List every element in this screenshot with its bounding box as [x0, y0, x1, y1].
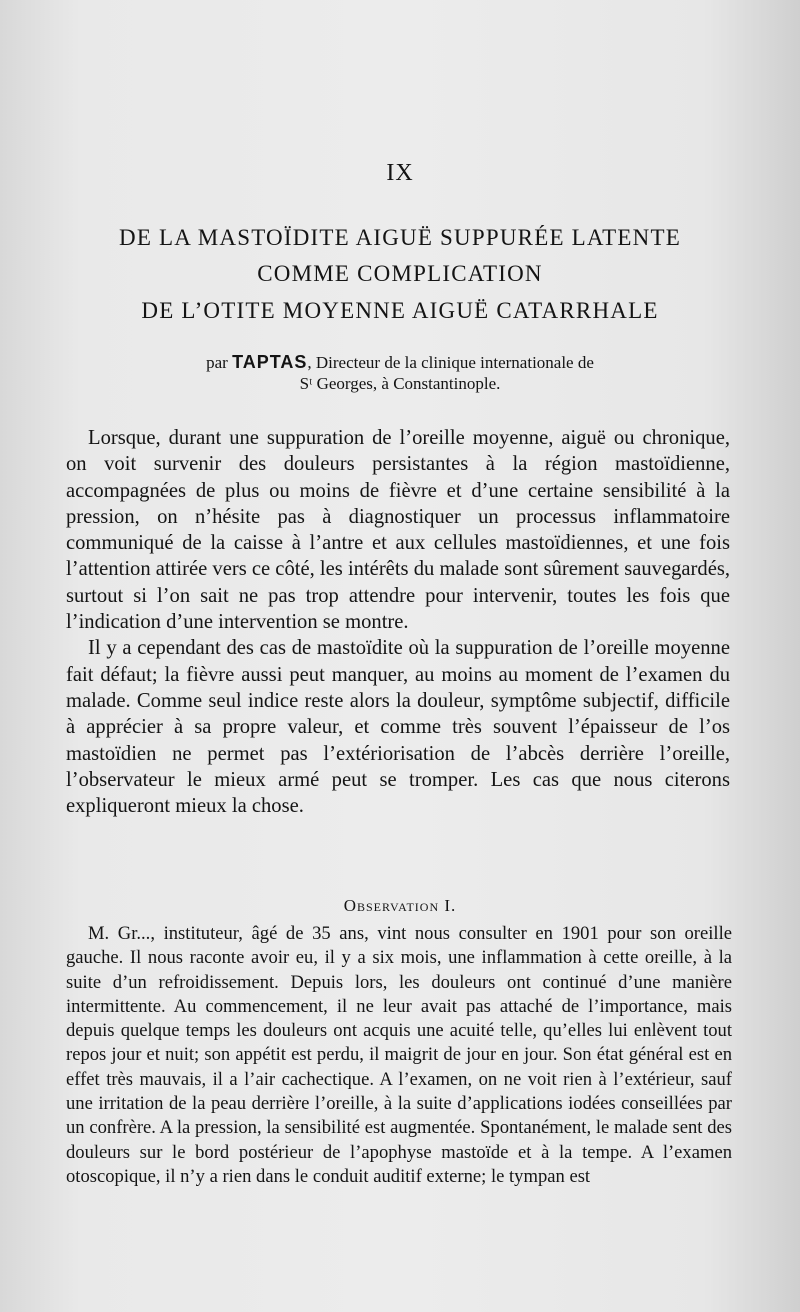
observation-text-block [66, 922, 732, 1189]
title-line-2: COMME COMPLICATION [257, 261, 543, 286]
chapter-number: IX [386, 160, 414, 186]
observation-paragraph: M. Gr..., instituteur, âgé de 35 ans, vint nous consulter en 1901 pour son oreille gauche. Il nous raconte avoir eu, il y a six mois, une inflammation à cette oreille, à la suite d’un refroidissement. Depuis lors, les douleurs ont continué d’une manière intermittente. Au commencement, il ne leur avait pas attaché de l’importance, mais depuis quelque temps les douleurs ont acquis une acuité telle, qu’elles lui enlèvent tout repos jour et nuit; son appétit est perdu, il maigrit de jour en jour. Son état général est en effet très mauvais, il a l’air cachectique. A l’examen, on ne voit rien à l’extérieur, sauf une irritation de la peau derrière l’oreille, à la suite d’applications iodées conseillées par un confrère. A la pression, la sensibilité est augmentée. Spontanément, le malade sent des douleurs sur le bord postérieur de l’apophyse mastoïde et à la tempe. A l’examen otoscopique, il n’y a rien dans le conduit auditif externe; le tympan est [66, 923, 732, 1187]
affiliation-line-2: Sᵗ Georges, à Constantinople. [299, 374, 501, 393]
affiliation-line-1: , Directeur de la clinique internationale de [307, 353, 594, 372]
paragraph-1: Lorsque, durant une suppuration de l’oreille moyenne, aiguë ou chronique, on voit survenir des douleurs persistantes à la région mastoïdienne, accompagnées de plus ou moins de fièvre et d’une certaine sensibilité à la pression, on n’hésite pas à diagnostiquer un processus inflammatoire communiqué de la caisse à l’antre et aux cellules mastoïdiennes, et une fois l’attention attirée vers ce côté, les intérêts du malade sont sûrement sauvegardés, surtout si l’on sait ne pas trop attendre pour intervenir, toutes les fois que l’indication d’une intervention se montre. [66, 427, 730, 634]
title-line-3: DE L’OTITE MOYENNE AIGUË CATARRHALE [141, 298, 659, 323]
author-name: TAPTAS [232, 352, 308, 372]
title-line-1: DE LA MASTOÏDITE AIGUË SUPPURÉE LATENTE [119, 225, 681, 250]
observation-heading: Observation I. [343, 896, 457, 915]
byline [0, 352, 800, 373]
main-text [66, 425, 730, 819]
byline-prefix: par [206, 353, 228, 372]
paragraph-2: Il y a cependant des cas de mastoïdite où la suppuration de l’oreille moyenne fait défaut; la fièvre aussi peut manquer, au moins au moment de l’examen du malade. Comme seul indice reste alors la douleur, symptôme subjectif, difficile à apprécier à sa propre valeur, et comme très souvent l’épaisseur de l’os mastoïdien ne permet pas l’extériorisation de l’abcès derrière l’oreille, l’observateur le mieux armé peut se tromper. Les cas que nous citerons expliqueront mieux la chose. [66, 637, 730, 818]
